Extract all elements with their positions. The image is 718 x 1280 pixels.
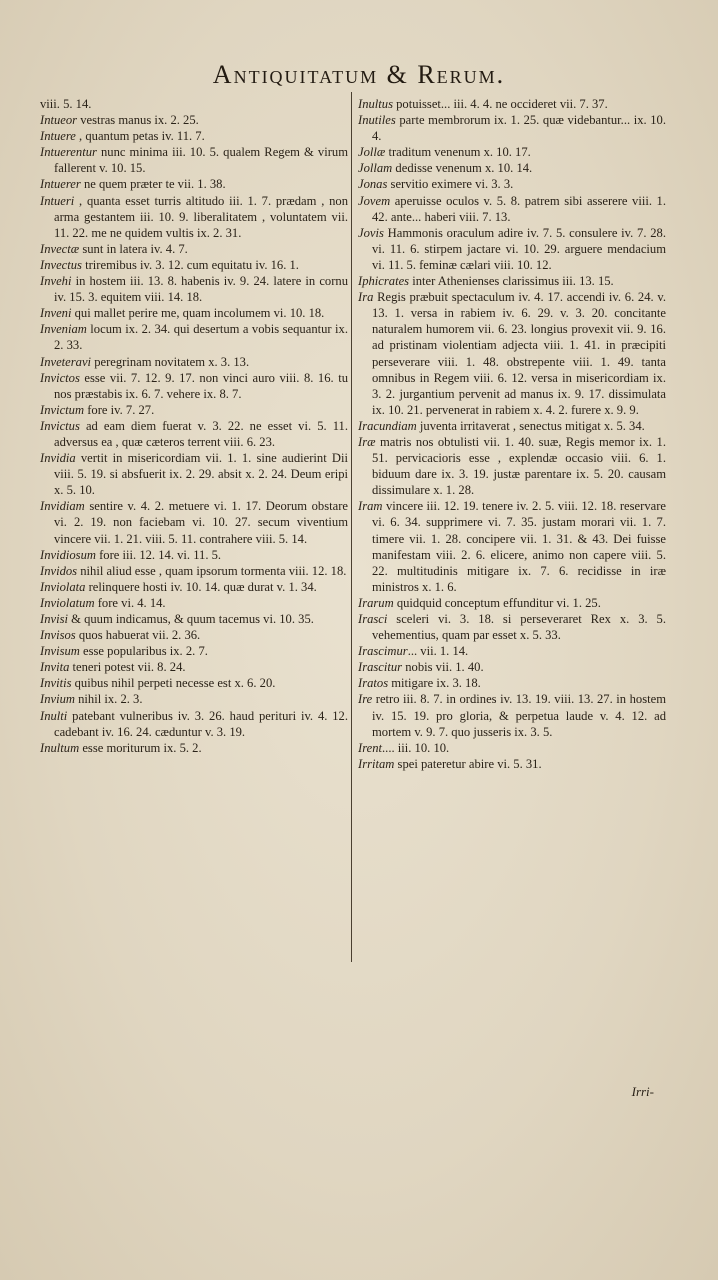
entry-headword: Inveteravi <box>40 354 92 369</box>
entry-headword: Irascitur <box>358 660 403 675</box>
entry-headword: Intueor <box>40 113 78 128</box>
entry-headword: Iracundiam <box>358 418 417 433</box>
entry-references: qui mallet perire me, quam incolumem vi. 10. 18. <box>71 306 325 321</box>
catchword: Irri- <box>631 1084 654 1099</box>
entry-headword: Jovis <box>358 225 384 240</box>
entry-references: quidquid conceptum effunditur vi. 1. 25. <box>393 595 601 610</box>
entry-headword: Intuerentur <box>40 145 97 160</box>
entry-references: quos habuerat vii. 2. 36. <box>75 628 201 643</box>
entry-references: nobis vii. 1. 40. <box>402 660 484 675</box>
entry-references: esse vii. 7. 12. 9. 17. non vinci auro viii. 8. 16. tu nos præstabis ix. 6. 7. vehere ix. 8. 7. <box>54 370 348 401</box>
entry-headword: Invidiosum <box>40 547 96 562</box>
entry-references: parte membrorum ix. 1. 25. quæ videbantur... ix. 10. 4. <box>372 113 666 144</box>
index-entry <box>40 321 348 353</box>
entry-headword: Intuerer <box>40 177 81 192</box>
entry-headword: Irent <box>358 740 383 755</box>
entry-headword: Iphicrates <box>358 274 410 289</box>
index-entry <box>40 595 348 611</box>
entry-headword: Invidos <box>40 563 78 578</box>
entry-references: patebant vulneribus iv. 3. 26. haud perituri iv. 4. 12. cadebant iv. 16. 24. cæduntur v. 3. 19. <box>54 708 348 739</box>
index-entry <box>40 241 348 257</box>
index-entry <box>40 740 348 756</box>
index-entry <box>358 691 666 739</box>
index-entry <box>40 354 348 370</box>
index-entry <box>358 193 666 225</box>
entry-references: vertit in misericordiam vii. 1. 1. sine audierint Dii viii. 5. 19. si absfuerit ix. 2. 29. absit x. 2. 24. Deum eripi x. 5. 10. <box>54 451 348 498</box>
entry-headword: Inveni <box>40 306 72 321</box>
index-entry <box>40 450 348 498</box>
index-entry <box>358 611 666 643</box>
entry-headword: Invidia <box>40 451 76 466</box>
entry-references: triremibus iv. 3. 12. cum equitatu iv. 16. 1. <box>81 257 299 272</box>
index-entry <box>40 659 348 675</box>
entry-headword: Invidiam <box>40 499 85 514</box>
entry-headword: Jollæ <box>358 145 386 160</box>
entry-headword: Inultum <box>40 740 80 755</box>
entry-references: juventa irritaverat , senectus mitigat x. 5. 34. <box>416 418 645 433</box>
entry-headword: Invita <box>40 660 70 675</box>
index-entry <box>358 144 666 160</box>
index-entry <box>358 643 666 659</box>
entry-references: retro iii. 8. 7. in ordines iv. 13. 19. viii. 13. 27. in hostem iv. 15. 19. pro gloria, & perpetua laude v. 4. 12. ad mortem v. 9. 7. quo jusseris ix. 3. 5. <box>372 692 666 739</box>
entry-references: sceleri vi. 3. 18. si perseveraret Rex x. 3. 5. vehementius, quam par esset x. 5. 33. <box>372 612 666 643</box>
entry-headword: Inulti <box>40 708 68 723</box>
entry-references: esse popularibus ix. 2. 7. <box>79 644 208 659</box>
entry-headword: Jonas <box>358 177 388 192</box>
index-entry <box>358 112 666 144</box>
index-entry <box>358 756 666 772</box>
entry-headword: Inutiles <box>358 113 396 128</box>
entry-headword: Invectus <box>40 257 82 272</box>
entry-references: Hammonis oraculum adire iv. 7. 5. consulere iv. 7. 28. vi. 11. 6. stirpem jactare vi. 10. 29. arguere mendacium vi. 11. 5. feminæ cælari viii. 10. 12. <box>372 225 666 272</box>
entry-references: matris nos obtulisti vii. 1. 40. suæ, Regis memor ix. 1. 51. pervicacioris esse , explendæ occasio viii. 6. 1. biduum dare ix. 3. 19. justæ parentare ix. 5. 20. causam dissimulare x. 1. 28. <box>372 434 666 498</box>
entry-references: vestras manus ix. 2. 25. <box>77 113 199 128</box>
entry-headword: Iram <box>358 499 383 514</box>
entry-references: in hostem iii. 13. 8. habenis iv. 9. 24. latere in cornu iv. 15. 3. equitem viii. 14. 18. <box>54 274 348 305</box>
entry-references: , quanta esset turris altitudo iii. 1. 7. prædam , non arma gestantem iii. 10. 9. liberalitatem , voluntatem vii. 11. 22. me ne quidem vultis ix. 2. 31. <box>54 193 348 240</box>
entry-headword: Ire <box>358 692 373 707</box>
entry-references: , quantum petas iv. 11. 7. <box>75 129 205 144</box>
entry-headword: Inveniam <box>40 322 87 337</box>
index-entry <box>358 160 666 176</box>
index-entry <box>358 740 666 756</box>
index-entry <box>40 691 348 707</box>
entry-references: esse moriturum ix. 5. 2. <box>79 740 202 755</box>
index-entry <box>358 225 666 273</box>
index-entry <box>40 579 348 595</box>
entry-headword: Invium <box>40 692 75 707</box>
index-entry <box>40 193 348 241</box>
right-column <box>358 96 666 772</box>
entry-headword: Irascimur <box>358 644 408 659</box>
index-entry <box>40 498 348 546</box>
index-entry <box>40 643 348 659</box>
index-entry <box>40 370 348 402</box>
entry-headword: Irasci <box>358 612 388 626</box>
entry-references: nihil aliud esse , quam ipsorum tormenta viii. 12. 18. <box>77 563 347 578</box>
entry-headword: Inviolata <box>40 579 86 594</box>
index-entry <box>40 547 348 563</box>
column-divider <box>351 92 352 962</box>
entry-headword: Intuere <box>40 129 76 144</box>
entry-references: aperuisse oculos v. 5. 8. patrem sibi asserere viii. 1. 42. ante... haberi viii. 7. 13. <box>372 193 666 224</box>
entry-headword: Invictum <box>40 402 85 417</box>
entry-references: nihil ix. 2. 3. <box>74 692 143 707</box>
entry-headword: Ira <box>358 290 374 305</box>
index-entry <box>40 563 348 579</box>
entry-headword: Invisi <box>40 612 68 626</box>
entry-headword: Invisum <box>40 644 80 659</box>
index-entry <box>358 659 666 675</box>
entry-references: locum ix. 2. 34. qui desertum a vobis sequantur ix. 2. 33. <box>54 322 348 353</box>
entry-references: viii. 5. 14. <box>40 97 92 111</box>
entry-references: servitio eximere vi. 3. 3. <box>387 177 514 192</box>
entry-references: inter Athenienses clarissimus iii. 13. 15. <box>409 274 614 289</box>
index-entry <box>40 611 348 627</box>
entry-references: traditum venenum x. 10. 17. <box>385 145 531 160</box>
index-entry <box>358 595 666 611</box>
entry-references: & quum indicamus, & quum tacemus vi. 10. 35. <box>67 612 314 626</box>
entry-references: nunc minima iii. 10. 5. qualem Regem & virum fallerent v. 10. 15. <box>54 145 348 176</box>
entry-references: dedisse venenum x. 10. 14. <box>392 161 533 176</box>
entry-references: ad eam diem fuerat v. 3. 22. ne esset vi. 5. 11. adversus ea , quæ cæteros terrent viii. 6. 23. <box>54 418 348 449</box>
entry-headword: Irarum <box>358 595 394 610</box>
entry-references: sentire v. 4. 2. metuere vi. 1. 17. Deorum obstare vi. 2. 19. non faciebam vi. 10. 27. secum viventium vincere vii. 1. 21. viii. 5. 11. contrahere viii. 5. 14. <box>54 499 348 546</box>
entry-headword: Invehi <box>40 274 72 289</box>
index-entry <box>40 305 348 321</box>
left-column <box>40 96 348 756</box>
index-entry <box>358 273 666 289</box>
index-entry <box>40 144 348 176</box>
entry-references: vincere iii. 12. 19. tenere iv. 2. 5. viii. 12. 18. reservare vi. 6. 34. supprimere vi. 7. 35. justam morari vii. 1. 7. timere vii. 1. 28. concipere vii. 1. 31. & 43. Dei fuisse manifestam viii. 2. 6. elicere, animo non capere viii. 5. 22. multitudinis mitigare ix. 7. 6. recidisse in iræ ministros x. 1. 6. <box>372 499 666 594</box>
entry-references: fore iii. 12. 14. vi. 11. 5. <box>95 547 222 562</box>
entry-references: spei pateretur abire vi. 5. 31. <box>394 756 542 771</box>
entry-references: potuisset... iii. 4. 4. ne occideret vii. 7. 37. <box>392 97 608 111</box>
entry-headword: Invitis <box>40 676 72 691</box>
entry-references: fore vi. 4. 14. <box>94 595 166 610</box>
entry-headword: Invectæ <box>40 241 80 256</box>
entry-references: mitigare ix. 3. 18. <box>388 676 481 691</box>
index-entry <box>358 289 666 418</box>
index-entry <box>40 176 348 192</box>
index-entry <box>358 418 666 434</box>
index-entry <box>40 627 348 643</box>
entry-references: teneri potest vii. 8. 24. <box>69 660 186 675</box>
entry-references: relinquere hosti iv. 10. 14. quæ durat v. 1. 34. <box>85 579 317 594</box>
running-header: Antiquitatum & Rerum. <box>212 60 506 89</box>
index-entry <box>358 96 666 112</box>
index-entry <box>40 418 348 450</box>
index-entry <box>40 708 348 740</box>
index-entry <box>358 675 666 691</box>
entry-headword: Iræ <box>358 434 376 449</box>
entry-headword: Invictus <box>40 418 80 433</box>
entry-headword: Inviolatum <box>40 595 95 610</box>
index-entry <box>358 176 666 192</box>
entry-headword: Irritam <box>358 756 395 771</box>
entry-headword: Invictos <box>40 370 80 385</box>
entry-headword: Inultus <box>358 97 393 111</box>
entry-headword: Jollam <box>358 161 393 176</box>
entry-headword: Intueri <box>40 193 75 208</box>
index-entry <box>358 498 666 595</box>
entry-references: Regis præbuit spectaculum iv. 4. 17. accendi iv. 6. 24. v. 13. 1. versa in rabiem iv. 6. 29. v. 3. 20. concitante naturalem humorem vii. 6. 23. longius provexit vii. 9. 16. ad pristinam violentiam adjecta viii. 1. 41. in præcipiti perseverare viii. 1. 48. obstrepente viii. 1. 49. tanta omnibus in Regem viii. 6. 12. versa in misericordiam ix. 3. 2. jurgantium pervenit ad manus ix. 9. 17. dissimulata ix. 10. 21. pervenerat in rabiem x. 4. 2. furere x. 9. 9. <box>372 290 666 417</box>
entry-headword: Jovem <box>358 193 391 208</box>
entry-references: sunt in latera iv. 4. 7. <box>79 241 188 256</box>
entry-headword: Iratos <box>358 676 389 691</box>
index-entry <box>40 675 348 691</box>
index-entry <box>40 273 348 305</box>
entry-references: quibus nihil perpeti necesse est x. 6. 20. <box>71 676 276 691</box>
index-entry <box>40 112 348 128</box>
entry-references: ne quem præter te vii. 1. 38. <box>80 177 226 192</box>
entry-references: ... vii. 1. 14. <box>407 644 469 659</box>
entry-headword: Invisos <box>40 628 76 643</box>
entry-references: .... iii. 10. 10. <box>382 740 450 755</box>
index-entry <box>358 434 666 498</box>
entry-references: fore iv. 7. 27. <box>84 402 155 417</box>
entry-references: peregrinam novitatem x. 3. 13. <box>91 354 250 369</box>
index-entry <box>40 402 348 418</box>
index-entry <box>40 96 348 112</box>
index-entry <box>40 257 348 273</box>
index-entry <box>40 128 348 144</box>
